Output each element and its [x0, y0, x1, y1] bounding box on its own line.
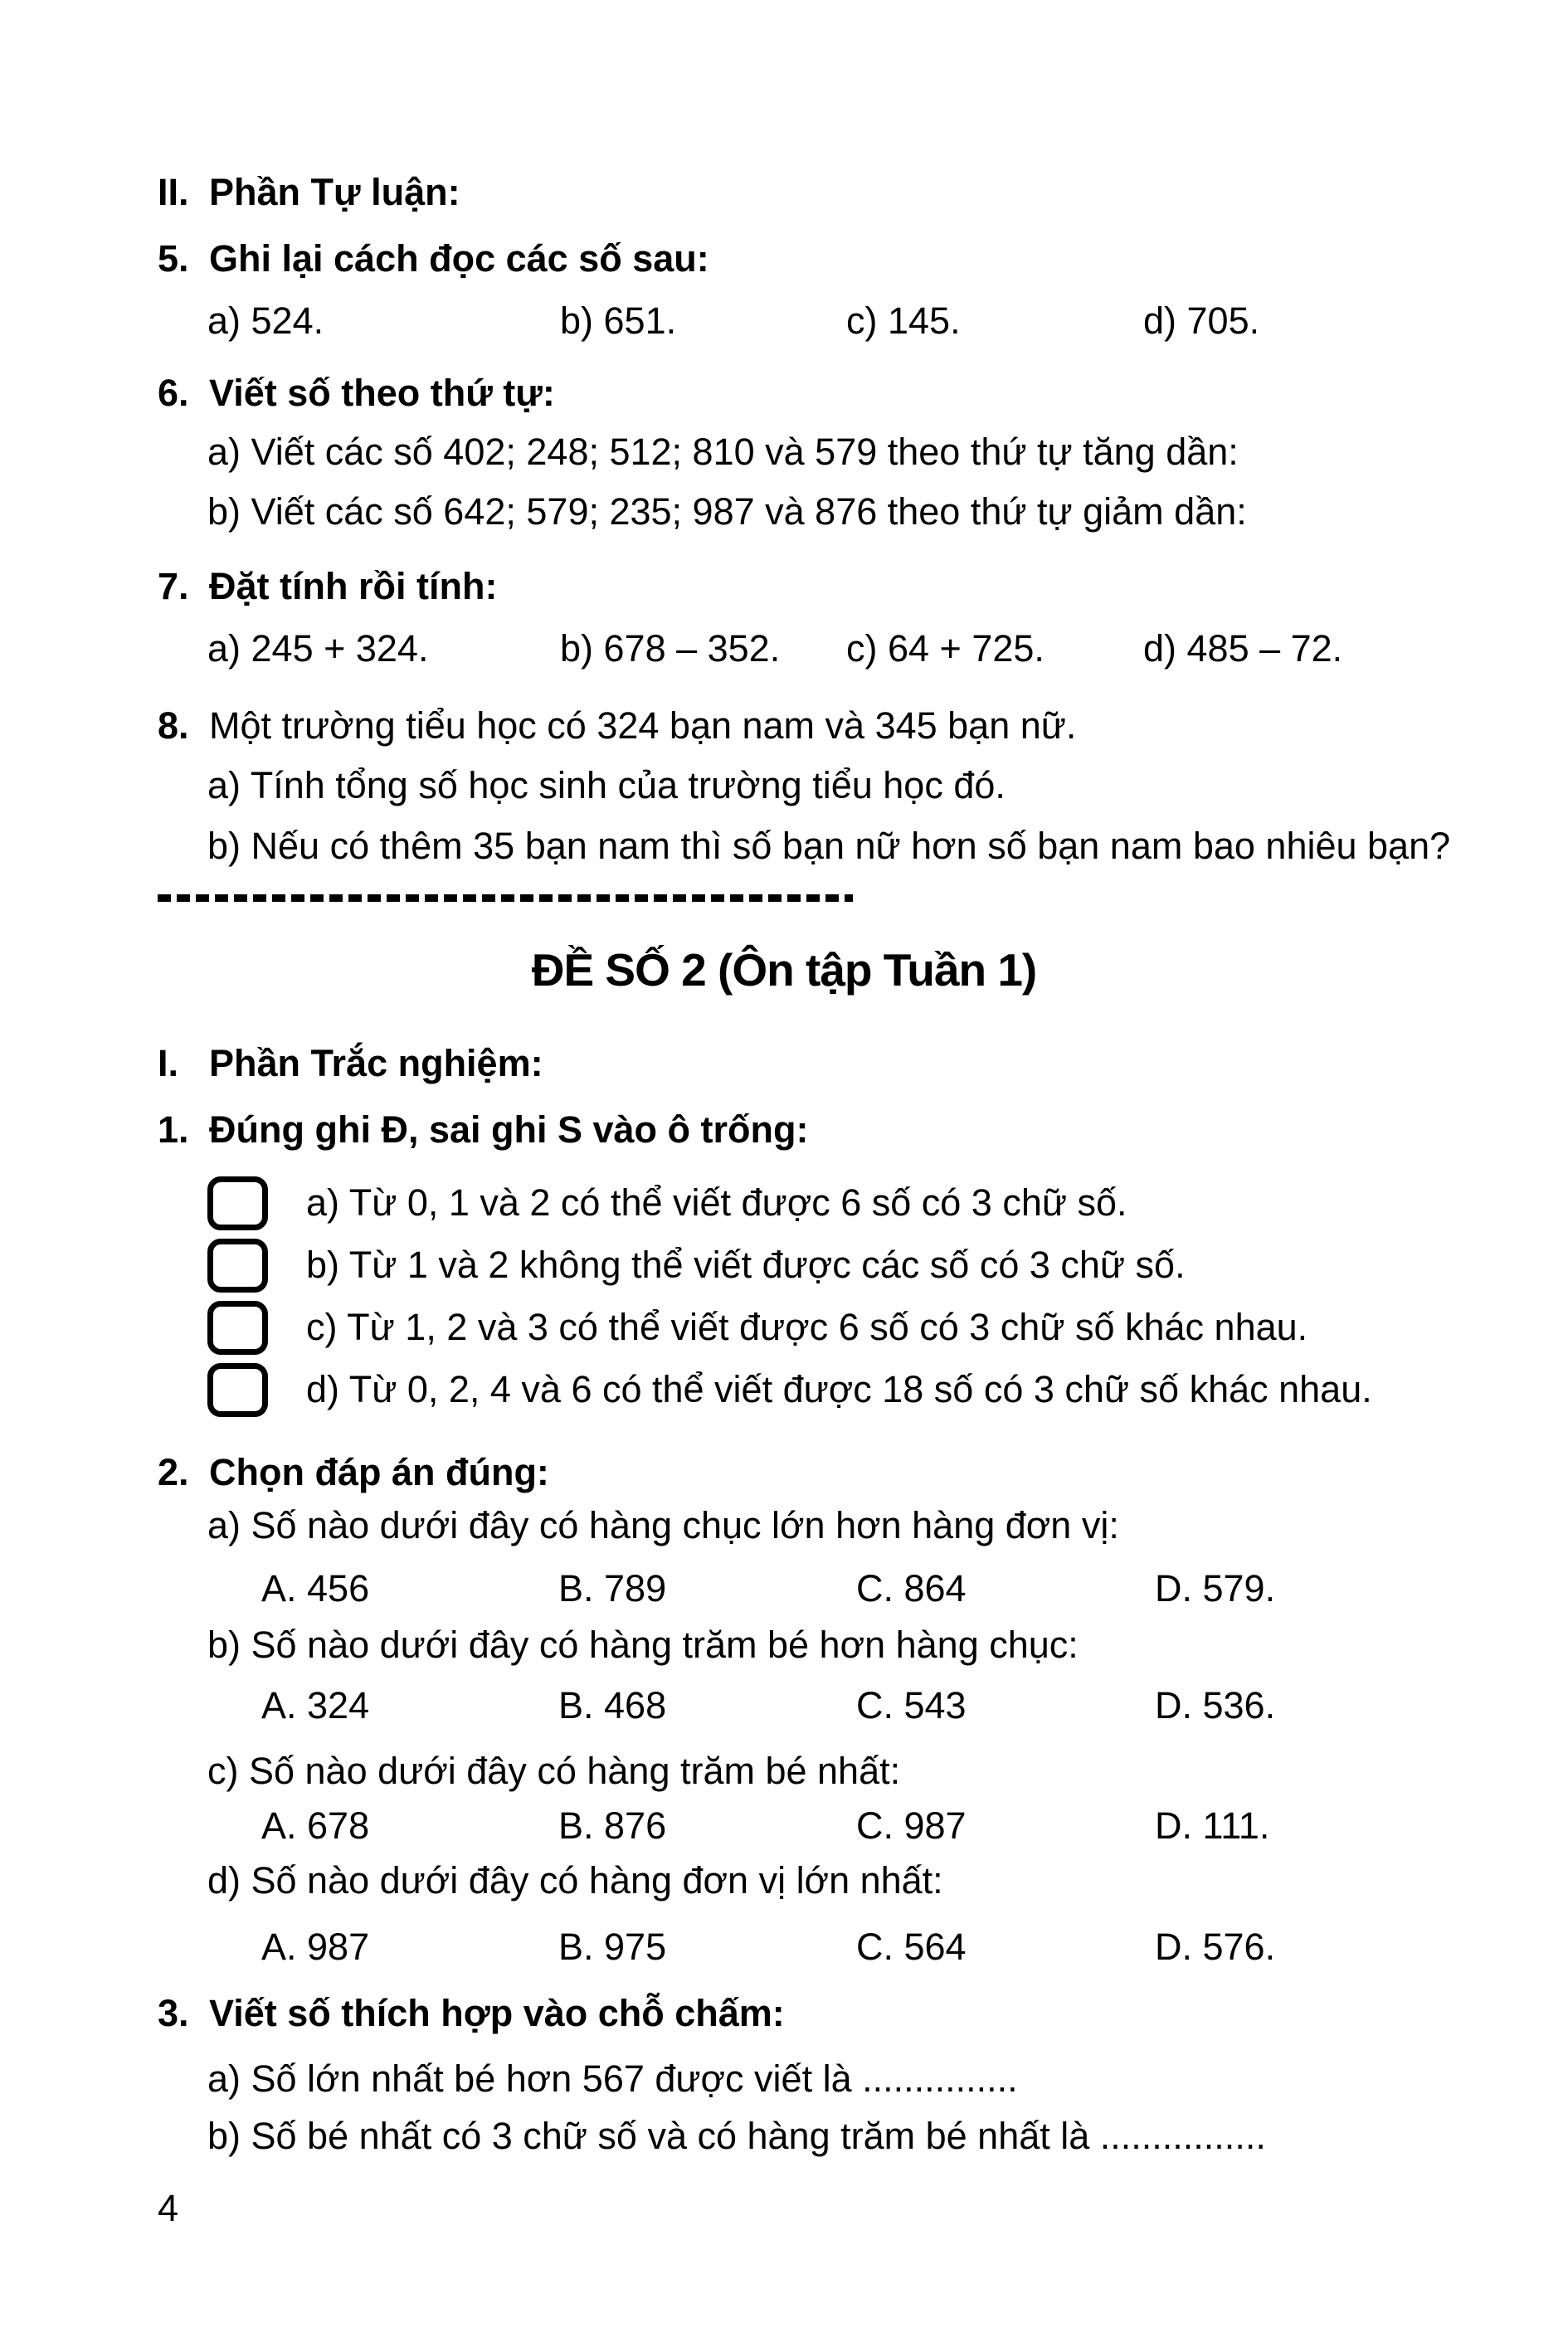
- question-7-heading: [158, 565, 1527, 611]
- question-7-options: [158, 627, 1535, 674]
- question-1-heading: [158, 1108, 1527, 1155]
- mc-question: d) Số nào dưới đây có hàng đơn vị lớn nhất:: [207, 1859, 943, 1902]
- true-false-row-b: [158, 1238, 1186, 1293]
- choice-c: C. 543: [856, 1684, 967, 1726]
- choice-c: C. 987: [856, 1804, 967, 1847]
- option-b: b) 678 – 352.: [560, 627, 781, 670]
- section-number: I.: [158, 1042, 179, 1084]
- question-title: Chọn đáp án đúng:: [209, 1451, 549, 1493]
- question-5-heading: [158, 237, 1527, 284]
- option-d: d) 485 – 72.: [1143, 627, 1343, 670]
- mc-choices: [158, 1567, 1535, 1614]
- true-false-checkbox-a[interactable]: [207, 1176, 268, 1230]
- question-number: 3.: [158, 1992, 189, 2034]
- mc-choices: [158, 1684, 1535, 1731]
- question-5-options: [158, 299, 1535, 346]
- true-false-statement: d) Từ 0, 2, 4 và 6 có thể viết được 18 số có 3 chữ số khác nhau.: [306, 1368, 1372, 1411]
- choice-a: A. 678: [261, 1804, 370, 1847]
- choice-a: A. 456: [261, 1567, 370, 1609]
- choice-d: D. 576.: [1155, 1926, 1276, 1968]
- question-title: Đặt tính rồi tính:: [209, 565, 498, 607]
- question-2-heading: [158, 1451, 1527, 1497]
- question-number: 8.: [158, 704, 189, 747]
- true-false-row-d: [158, 1362, 1372, 1417]
- subquestion-line: b) Viết các số 642; 579; 235; 987 và 876 theo thứ tự giảm dần:: [207, 490, 1247, 533]
- true-false-row-a: [158, 1176, 1127, 1230]
- choice-b: B. 876: [558, 1804, 667, 1847]
- subquestion-line: b) Nếu có thêm 35 bạn nam thì số bạn nữ hơn số bạn nam bao nhiêu bạn?: [207, 825, 1451, 867]
- mc-question: a) Số nào dưới đây có hàng chục lớn hơn hàng đơn vị:: [207, 1504, 1119, 1546]
- choice-d: D. 111.: [1155, 1804, 1270, 1847]
- section-i-heading: [158, 1042, 1527, 1088]
- mc-question: b) Số nào dưới đây có hàng trăm bé hơn hàng chục:: [207, 1624, 1079, 1666]
- section-title: Phần Trắc nghiệm:: [209, 1042, 543, 1084]
- question-title: Một trường tiểu học có 324 bạn nam và 345 bạn nữ.: [209, 704, 1077, 747]
- mc-choices: [158, 1804, 1535, 1851]
- choice-c: C. 864: [856, 1567, 967, 1609]
- option-b: b) 651.: [560, 299, 677, 342]
- choice-b: B. 975: [558, 1926, 667, 1968]
- option-c: c) 64 + 725.: [846, 627, 1045, 670]
- question-6-heading: [158, 372, 1527, 418]
- option-d: d) 705.: [1143, 299, 1260, 342]
- question-number: 5.: [158, 237, 189, 280]
- page-number: 4: [158, 2187, 179, 2229]
- question-number: 1.: [158, 1108, 189, 1151]
- option-c: c) 145.: [846, 299, 961, 342]
- question-title: Viết số thích hợp vào chỗ chấm:: [209, 1992, 785, 2034]
- true-false-statement: c) Từ 1, 2 và 3 có thể viết được 6 số có 3 chữ số khác nhau.: [306, 1306, 1308, 1349]
- question-title: Đúng ghi Đ, sai ghi S vào ô trống:: [209, 1108, 809, 1151]
- question-3-heading: [158, 1992, 1527, 2038]
- fill-blank-line: a) Số lớn nhất bé hơn 567 được viết là ...............: [207, 2057, 1018, 2100]
- question-number: 7.: [158, 565, 189, 607]
- question-number: 2.: [158, 1451, 189, 1493]
- choice-d: D. 536.: [1155, 1684, 1276, 1726]
- option-a: a) 245 + 324.: [207, 627, 429, 670]
- fill-blank-line: b) Số bé nhất có 3 chữ số và có hàng trăm bé nhất là ................: [207, 2115, 1266, 2157]
- choice-b: B. 468: [558, 1684, 667, 1726]
- choice-a: A. 987: [261, 1926, 370, 1968]
- choice-d: D. 579.: [1155, 1567, 1276, 1609]
- question-number: 6.: [158, 372, 189, 414]
- section-ii-heading: [158, 171, 1527, 217]
- option-a: a) 524.: [207, 299, 324, 342]
- choice-c: C. 564: [856, 1926, 967, 1968]
- true-false-checkbox-c[interactable]: [207, 1301, 268, 1355]
- true-false-checkbox-d[interactable]: [207, 1363, 268, 1417]
- question-title: Ghi lại cách đọc các số sau:: [209, 237, 709, 280]
- mc-choices: [158, 1926, 1535, 1972]
- true-false-row-c: [158, 1300, 1307, 1355]
- mc-question: c) Số nào dưới đây có hàng trăm bé nhất:: [207, 1750, 901, 1792]
- section-number: II.: [158, 171, 189, 213]
- exam-title: ĐỀ SỐ 2 (Ôn tập Tuần 1): [531, 944, 1037, 996]
- subquestion-line: a) Tính tổng số học sinh của trường tiểu học đó.: [207, 764, 1006, 806]
- true-false-statement: b) Từ 1 và 2 không thể viết được các số có 3 chữ số.: [306, 1244, 1186, 1287]
- subquestion-line: a) Viết các số 402; 248; 512; 810 và 579 theo thứ tự tăng dần:: [207, 431, 1239, 473]
- choice-a: A. 324: [261, 1684, 370, 1726]
- question-title: Viết số theo thứ tự:: [209, 372, 555, 414]
- true-false-checkbox-b[interactable]: [207, 1239, 268, 1293]
- dashed-divider: [158, 894, 853, 902]
- true-false-statement: a) Từ 0, 1 và 2 có thể viết được 6 số có 3 chữ số.: [306, 1181, 1127, 1225]
- section-title: Phần Tự luận:: [209, 171, 460, 213]
- question-8-heading: [158, 704, 1527, 751]
- choice-b: B. 789: [558, 1567, 667, 1609]
